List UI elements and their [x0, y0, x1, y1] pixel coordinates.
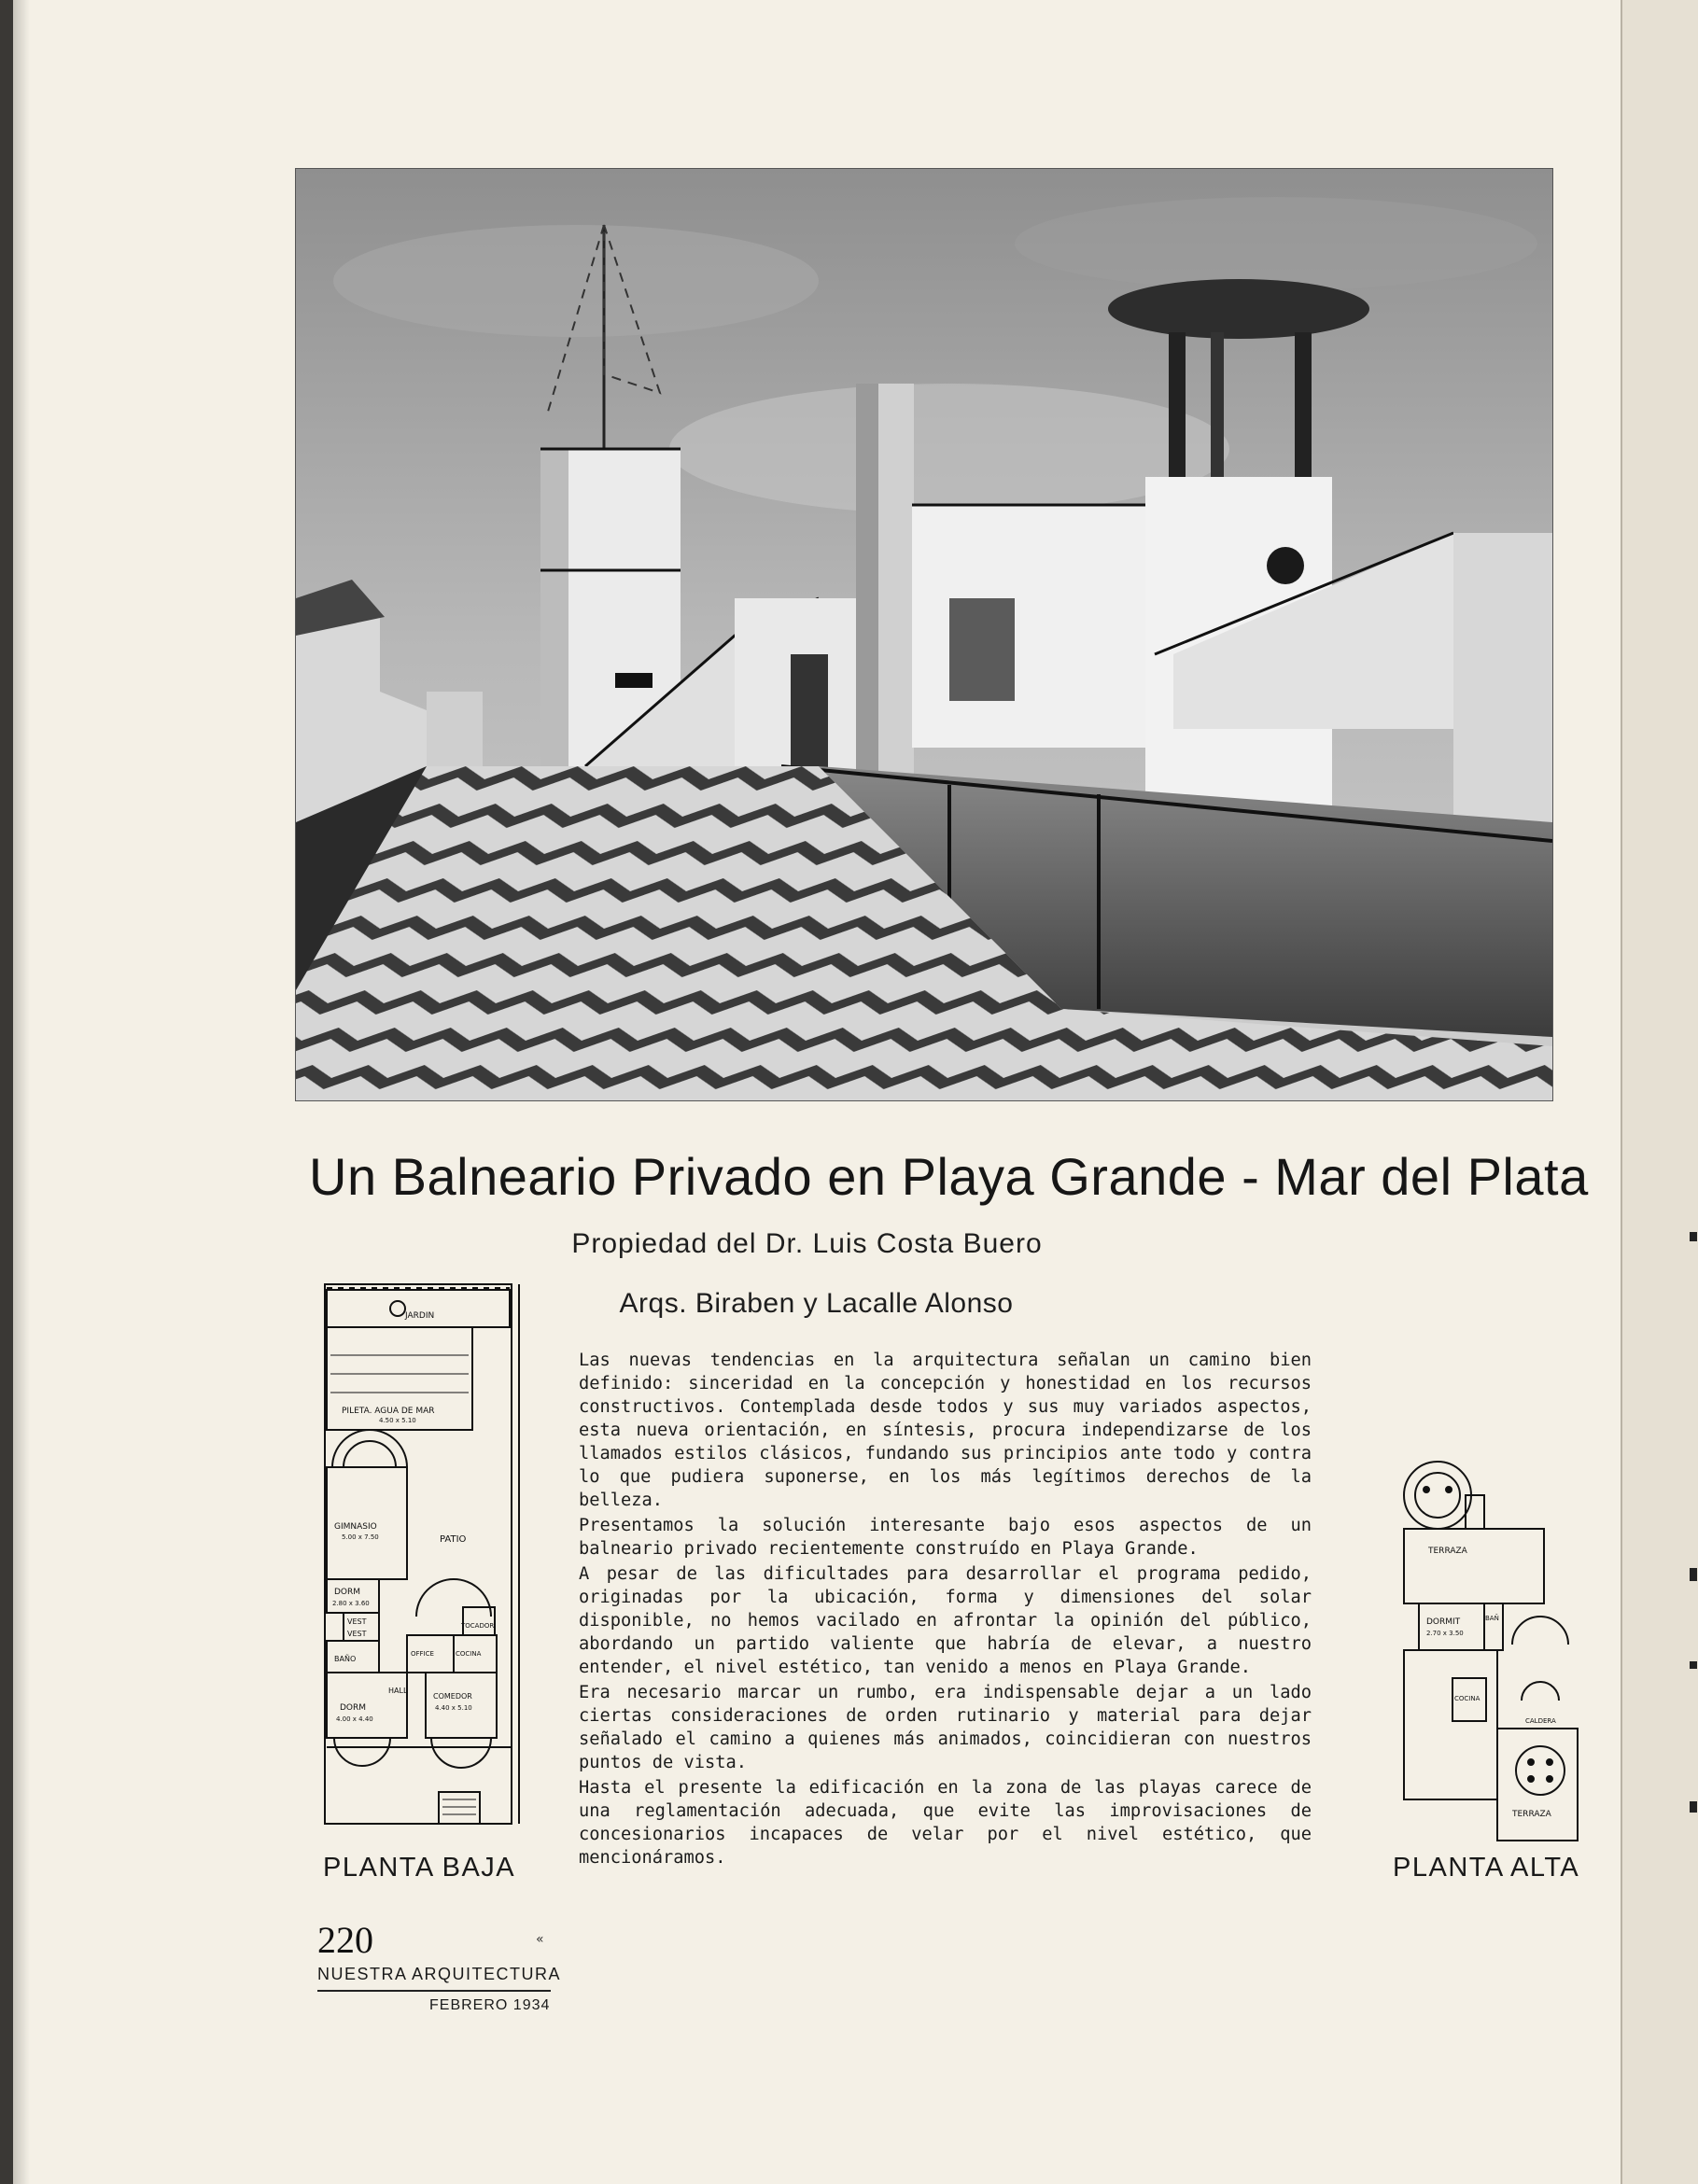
plan-alta-label: PLANTA ALTA — [1393, 1853, 1580, 1883]
room-hall: HALL — [388, 1687, 408, 1695]
room-bano: BAÑO — [334, 1655, 357, 1663]
room-dorm-2-dim: 4.00 x 4.40 — [336, 1715, 373, 1723]
floor-plan-ground — [323, 1281, 526, 1827]
architects-subtitle — [0, 1288, 1698, 1320]
magazine-name: NUESTRA ARQUITECTURA — [317, 1965, 562, 1983]
room-terraza-2: TERRAZA — [1512, 1810, 1551, 1819]
room-terraza-1: TERRAZA — [1428, 1547, 1467, 1556]
footer-rule — [317, 1990, 551, 1992]
room-vest-1: VEST — [347, 1617, 367, 1626]
plan-baja-label: PLANTA BAJA — [323, 1853, 516, 1883]
room-cocina: COCINA — [456, 1650, 482, 1658]
page-number: 220 — [317, 1919, 373, 1961]
room-dormit-dim: 2.70 x 3.50 — [1426, 1630, 1464, 1637]
article-paragraph: A pesar de las dificultades para desarrollar el programa pedido, originadas por la ubicación, forma y dimensiones del solar disponible, no hemos vacilado en afrontar la opinión del público, abordando un partido valiente que habría de elevar, a nuestro entender, el nivel estético, tan venido a menos en Playa Grande. — [579, 1564, 1312, 1677]
architects-text: Arqs. Biraben y Lacalle Alonso — [619, 1288, 1014, 1319]
floor-plan-upper — [1400, 1458, 1582, 1859]
room-gimnasio-dim: 5.00 x 7.50 — [342, 1533, 379, 1541]
page-title: Un Balneario Privado en Playa Grande - Mar del Plata — [309, 1147, 1589, 1206]
article-body — [579, 1349, 1312, 1871]
article-paragraph: Era necesario marcar un rumbo, era indispensable dejar a un lado ciertas consideraciones de orden rutinario y material para dejar señalado el camino a quienes más animados, coincidieran con nuestros puntos de vista. — [579, 1683, 1312, 1772]
issue-date: FEBRERO 1934 — [429, 1997, 551, 2013]
room-patio: PATIO — [440, 1534, 467, 1545]
room-comedor-dim: 4.40 x 5.10 — [435, 1704, 472, 1712]
room-cocina-alta: COCINA — [1454, 1695, 1480, 1702]
room-comedor: COMEDOR — [433, 1692, 472, 1701]
room-office: OFFICE — [411, 1650, 434, 1658]
room-bano-alta: BAÑ — [1485, 1615, 1499, 1622]
room-vest-2: VEST — [347, 1630, 367, 1638]
room-dormit: DORMIT — [1426, 1617, 1461, 1627]
room-tocador: TOCADOR — [461, 1622, 495, 1630]
article-paragraph: Presentamos la solución interesante bajo esos aspectos de un balneario privado recientemente construído en Playa Grande. — [579, 1516, 1312, 1559]
owner-subtitle — [0, 1228, 1698, 1260]
balneario-photograph — [295, 168, 1553, 1101]
owner-text: Propiedad del Dr. Luis Costa Buero — [571, 1228, 1043, 1259]
article-paragraph: Las nuevas tendencias en la arquitectura señalan un camino bien definido: sinceridad en la concepción y honestidad en los recursos constructivos. Contemplada desde todos y sus muy variados aspectos, esta nueva orientación, en síntesis, procura independizarse de los llamados estilos clásicos, fundando sus principios ante todo y contra lo que pudiera suponerse, en los más legítimos derechos de la belleza. — [579, 1351, 1312, 1510]
room-jardin: JARDIN — [405, 1311, 435, 1321]
room-pileta: PILETA. AGUA DE MAR — [342, 1407, 435, 1416]
binding-shadow — [13, 0, 30, 2184]
room-gimnasio: GIMNASIO — [334, 1522, 377, 1532]
article-paragraph: Hasta el presente la edificación en la zona de las playas carece de una reglamentación adecuada, que evite las improvisaciones de concesionarios incapaces de velar por el nivel estético, que mencionáramos. — [579, 1778, 1312, 1868]
next-page-edge — [1621, 0, 1698, 2184]
room-dorm-1: DORM — [334, 1588, 361, 1597]
page-binding — [0, 0, 13, 2184]
room-dorm-2: DORM — [340, 1703, 367, 1713]
room-caldera: CALDERA — [1525, 1717, 1556, 1725]
footer-mark: « — [536, 1932, 544, 1947]
room-dorm-1-dim: 2.80 x 3.60 — [332, 1600, 370, 1607]
room-pileta-dim: 4.50 x 5.10 — [379, 1417, 416, 1424]
